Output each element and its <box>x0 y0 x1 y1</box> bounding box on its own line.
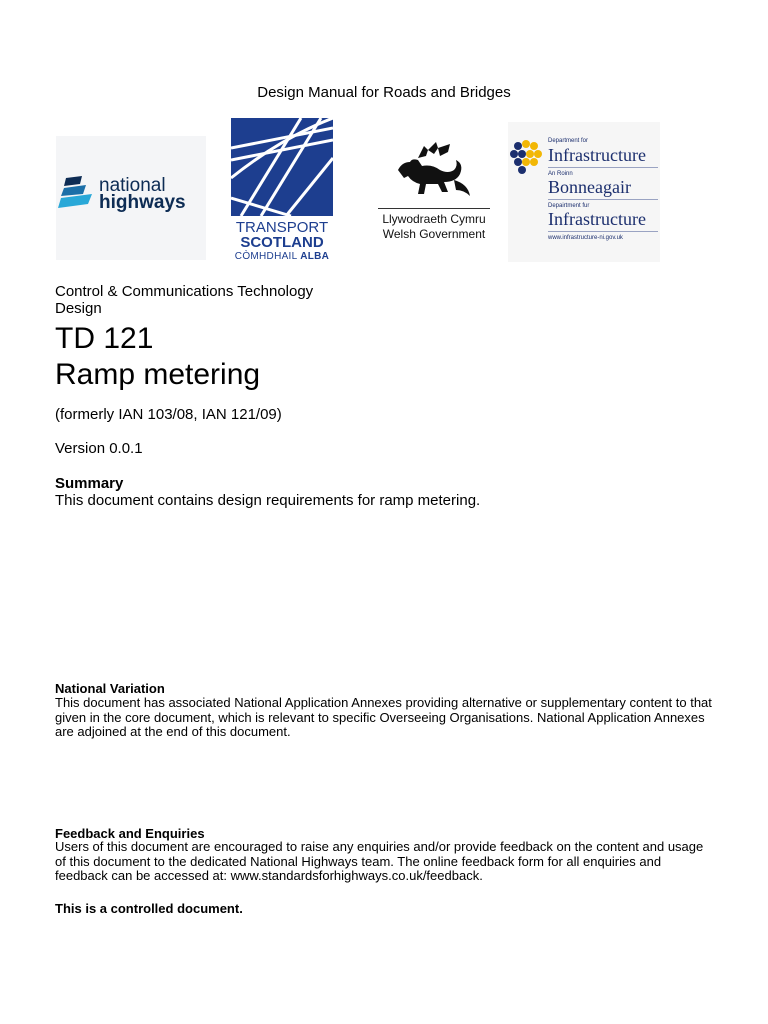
welsh-government-line-1: Llywodraeth Cymru <box>382 212 486 226</box>
dfi-name-1: Infrastructure <box>548 145 646 165</box>
dfi-honeycomb-icon <box>510 138 546 178</box>
dfi-logo <box>508 122 660 262</box>
dfi-dept-2: Depairtment fur <box>548 203 590 209</box>
transport-scotland-roads-icon <box>231 118 333 216</box>
national-variation-heading: National Variation <box>55 681 165 696</box>
dfi-name-2: Bonneagair <box>548 177 631 197</box>
welsh-government-line-2: Welsh Government <box>382 227 486 241</box>
document-name: Ramp metering <box>55 358 261 391</box>
national-highways-logo-icon <box>56 176 96 216</box>
transport-scotland-line-3a: CÒMHDHAIL <box>234 251 301 262</box>
national-variation-text: This document has associated National Application Annexes providing alternative or supplementary content to that given in the core document, which is relevant to specific Overseeing Organisations. National Application Annexes are adjoined at the end of this document. <box>55 695 712 739</box>
transport-scotland-line-2: SCOTLAND <box>240 234 324 251</box>
dfi-url: www.infrastructure-ni.gov.uk <box>548 235 623 241</box>
dfi-rule-3 <box>548 231 658 232</box>
transport-scotland-logo <box>231 118 333 264</box>
dfi-dept-1: Department for <box>548 138 589 144</box>
summary-text: This document contains design requirements for ramp metering. <box>55 492 481 509</box>
dfi-an-roinn: An Roinn <box>548 171 573 177</box>
document-code: TD 121 <box>55 322 154 355</box>
feedback-heading: Feedback and Enquiries <box>55 826 205 841</box>
transport-scotland-line-1: TRANSPORT <box>235 219 329 236</box>
feedback-text: Users of this document are encouraged to raise any enquiries and/or provide feedback on the content and usage of this document to the dedicated National Highways team. The online feedback form for all enquiries and feedback can be accessed at: www.standardsforhighways.co.uk/feedback. <box>55 839 704 883</box>
national-highways-word-2: highways <box>99 192 186 213</box>
document-formerly: (formerly IAN 103/08, IAN 121/09) <box>55 406 282 423</box>
dfi-rule-1 <box>548 167 658 168</box>
manual-title: Design Manual for Roads and Bridges <box>257 84 511 101</box>
summary-heading: Summary <box>55 475 124 492</box>
document-category: Control & Communications Technology Design <box>55 283 314 317</box>
transport-scotland-line-3 <box>231 252 333 262</box>
welsh-dragon-icon <box>378 140 490 206</box>
dfi-rule-2 <box>548 199 658 200</box>
dfi-name-3: Infrastructure <box>548 209 646 229</box>
document-version: Version 0.0.1 <box>55 440 143 457</box>
national-highways-logo <box>56 136 206 260</box>
transport-scotland-line-3b: ALBA <box>300 251 330 262</box>
welsh-government-rule <box>378 208 490 209</box>
welsh-government-logo <box>378 140 490 246</box>
controlled-notice: This is a controlled document. <box>55 901 243 916</box>
national-highways-word-1: national <box>99 175 166 196</box>
